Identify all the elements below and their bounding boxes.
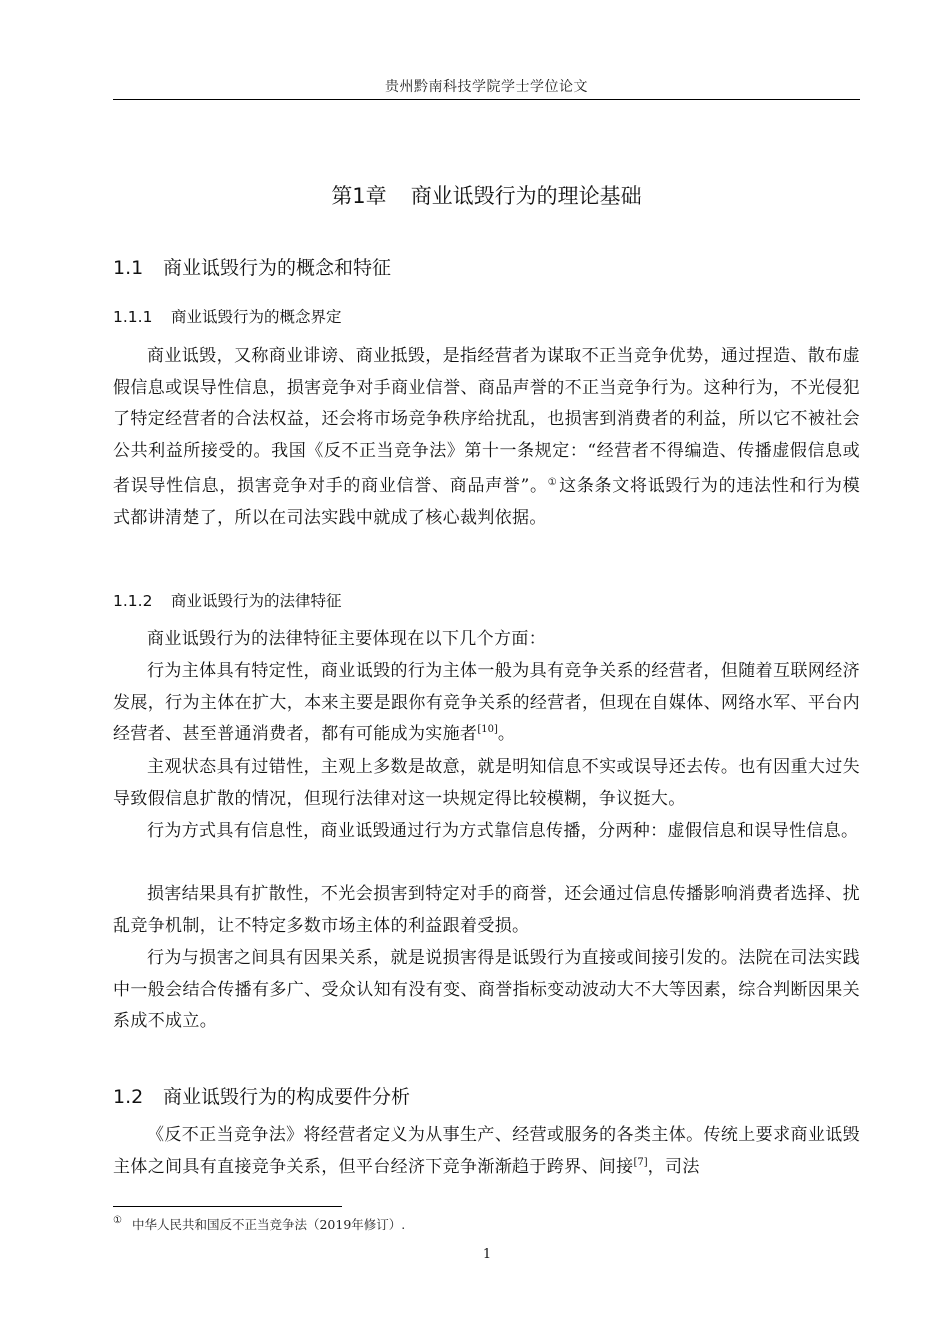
footnote-separator [113,1206,342,1207]
citation: [7] [633,1156,648,1168]
footnote-reference: ① [547,477,558,489]
chapter-number: 第1章 [331,184,387,208]
paragraph-subjective: 主观状态具有过错性，主观上多数是故意，就是明知信息不实或误导还去传。也有因重大过失导致假信息扩散的情况，但现行法律对这一块规定得比较模糊，争议挺大。 [113,757,860,809]
section-heading-1-1 [113,253,391,280]
paragraph-intro: 商业诋毁行为的法律特征主要体现在以下几个方面： [147,629,547,649]
page-number: 1 [482,1247,492,1262]
subsection-heading-1-1-1 [113,305,342,327]
paragraph-text: 商业诋毁，又称商业诽谤、商业抵毁，是指经营者为谋取不正当竞争优势，通过捏造、散布虚假信息或误导性信息，损害竞争对手商业信誉、商品声誉的不正当竞争行为。这种行为，不光侵犯了特定经营者的合法权益，还会将市场竞争秩序给扰乱，也损害到消费者的利益，所以它不被社会公共利益所接受的。我国《反不正当竞争法》第十一条规定：“经营者不得编造、传播虚假信息或者误导性信息，损害竞争对手的商业信誉、商品声誉”。 [113,346,860,497]
section-title: 商业诋毁行为的概念和特征 [163,257,392,279]
section-heading-1-2 [113,1082,410,1109]
paragraph-subject [113,656,860,751]
subsection-number: 1.1.1 [113,308,153,326]
paragraph-damage: 损害结果具有扩散性，不光会损害到特定对手的商誉，还会通过信息传播影响消费者选择、扰乱竞争机制，让不特定多数市场主体的利益跟着受损。 [113,884,860,936]
subsection-title: 商业诋毁行为的概念界定 [171,308,342,326]
paragraph-causation: 行为与损害之间具有因果关系，就是说损害得是诋毁行为直接或间接引发的。法院在司法实践中一般会结合传播有多广、受众认知有没有变、商誉指标变动波动大不大等因素，综合判断因果关系成不成立。 [113,948,860,1032]
subsection-number: 1.1.2 [113,592,153,610]
paragraph-text: 。 [497,724,516,745]
paragraph-elements [113,1120,860,1183]
chapter-title [113,180,860,210]
paragraph-definition [113,341,860,535]
paragraph-text: 行为主体具有特定性，商业诋毁的行为主体一般为具有竞争关系的经营者，但随着互联网经济发展，行为主体在扩大，本来主要是跟你有竞争关系的经营者，但现在自媒体、网络水军、平台内经营者、甚至普通消费者，都有可能成为实施者 [113,661,860,745]
paragraph-text: ，司法 [647,1156,700,1177]
subsection-heading-1-1-2 [113,589,342,611]
footnote [113,1215,405,1233]
footnote-mark: ① [113,1215,122,1226]
chapter-heading-text: 商业诋毁行为的理论基础 [410,184,642,208]
citation: [10] [477,724,498,736]
paragraph-method: 行为方式具有信息性，商业诋毁通过行为方式靠信息传播，分两种：虚假信息和误导性信息。 [147,821,859,841]
header-rule [113,99,860,100]
footnote-text: 中华人民共和国反不正当竞争法（2019年修订）. [131,1217,406,1232]
paragraph-text: 《反不正当竞争法》将经营者定义为从事生产、经营或服务的各类主体。传统上要求商业诋毁主体之间具有直接竞争关系，但平台经济下竞争渐渐趋于跨界、间接 [113,1125,860,1177]
subsection-title: 商业诋毁行为的法律特征 [171,592,342,610]
paragraph-text: 这条条文将诋毁行为的违法性和行为模式都讲清楚了，所以在司法实践中就成了核心裁判依据。 [113,476,860,528]
running-header: 贵州黔南科技学院学士学位论文 [385,79,588,95]
section-number: 1.1 [113,257,144,279]
section-title: 商业诋毁行为的构成要件分析 [163,1086,411,1108]
section-number: 1.2 [113,1086,144,1108]
